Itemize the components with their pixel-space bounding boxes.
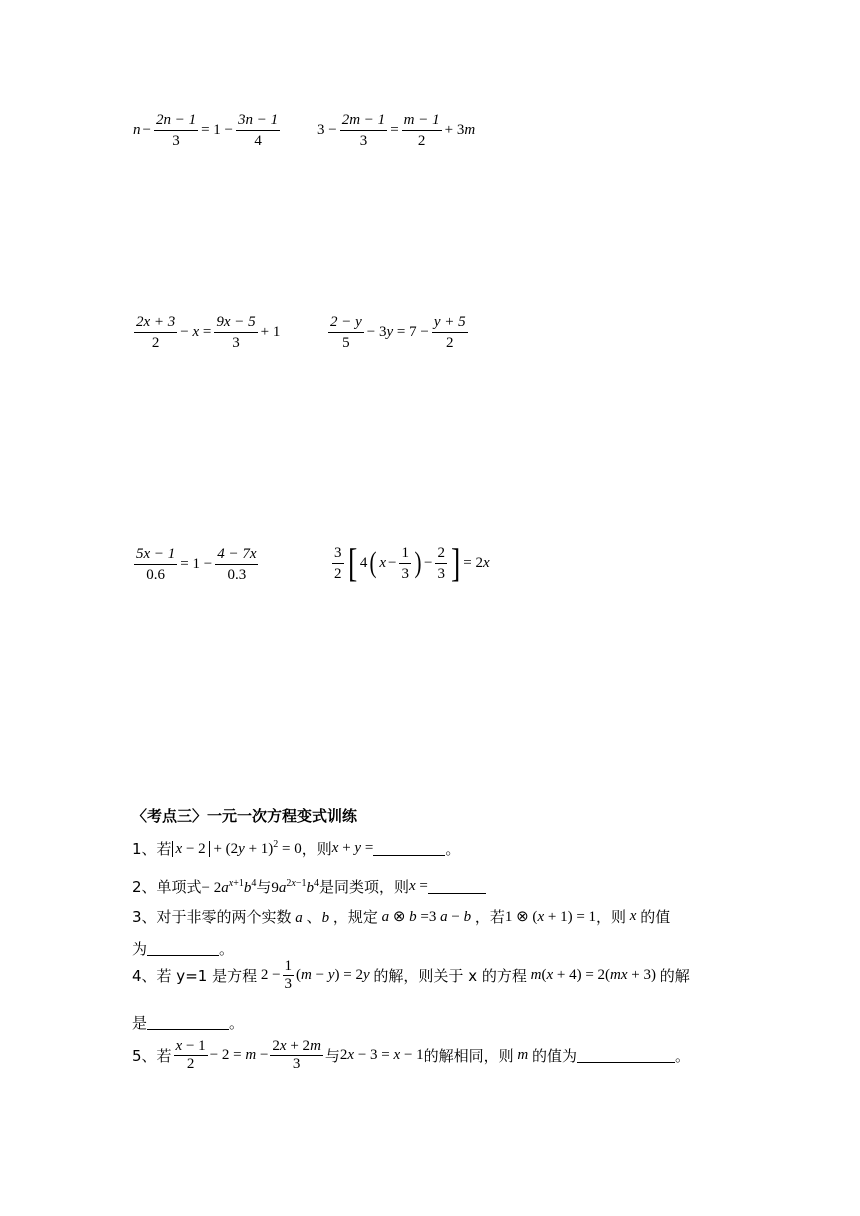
q3-line2-end: 。 <box>219 940 235 958</box>
numerator: 3 <box>332 545 344 564</box>
denominator: 3 <box>359 133 368 149</box>
q3-cond: ，若 <box>474 908 505 926</box>
fraction <box>134 546 177 583</box>
fraction <box>435 545 447 582</box>
denominator: 5 <box>342 335 350 351</box>
q3-line2: 为 <box>132 940 148 958</box>
answer-blank[interactable] <box>373 841 445 856</box>
denominator: 3 <box>437 565 445 582</box>
numerator: y + 5 <box>432 314 468 333</box>
q4-line2-end: 。 <box>229 1014 245 1032</box>
q4-prefix: 4、若 y=1 是方程 <box>132 967 258 985</box>
denominator: 2 <box>445 335 454 351</box>
denominator: 2 <box>417 133 426 149</box>
numerator: 5x − 1 <box>134 546 177 565</box>
equation-6: $\frac{3}{2}$ [ 4 ( x − $\frac{1}{3}$ ) − $\frac{2}{3}$ ] = 2x <box>334 540 490 585</box>
numerator: 2x + 3 <box>134 314 177 333</box>
numerator: 4 − 7x <box>215 546 258 565</box>
q3-tail2: 的值 <box>640 908 671 926</box>
fraction <box>154 112 198 149</box>
fraction <box>332 545 344 582</box>
equation-5: $\frac{5x - 1}{0.6}$ = 1 − $\frac{4 - 7x}{0.3}$ <box>136 546 257 583</box>
q5-tail2: 的值为 <box>532 1047 578 1065</box>
answer-blank[interactable] <box>428 879 486 894</box>
q4-tail: 的解 <box>659 967 690 985</box>
fraction <box>134 314 177 351</box>
numerator: 2n − 1 <box>154 112 198 131</box>
fraction: $\frac{x - 1}{2}$ <box>175 1038 206 1072</box>
q5-prefix: 5、若 <box>132 1047 172 1065</box>
section-title: 〈考点三〉一元一次方程变式训练 <box>132 807 358 825</box>
equation-4: $\frac{2 - y}{5}$ − 3y = 7 − $\frac{y + 5}{2}$ <box>330 314 466 351</box>
q3-tail: ，则 <box>596 908 627 926</box>
numerator: 2 − y <box>328 314 364 333</box>
equation-1: n − $\frac{2n - 1}{3}$ = 1 − $\frac{3n - 1}{4}$ <box>133 112 279 149</box>
denominator: 0.6 <box>146 567 166 583</box>
question-1: 1、若 $x - 2 + (2y + 1)^2 = 0$ ，则 x + y = 。 <box>132 839 461 858</box>
q1-prefix: 1、若 <box>132 840 172 858</box>
denominator: 2 <box>334 565 342 582</box>
fraction <box>399 545 411 582</box>
denominator: 2 <box>151 335 160 351</box>
q4-mid: 的解，则关于 x 的方程 <box>373 967 527 985</box>
q2-mid: 是同类项，则 <box>318 878 409 896</box>
equation-3: $\frac{2x + 3}{2}$ − x = $\frac{9x - 5}{3}$ + 1 <box>136 314 281 351</box>
denominator: 4 <box>254 133 262 149</box>
q3-line1: 3、对于非零的两个实数 <box>132 908 292 926</box>
answer-blank[interactable] <box>577 1048 675 1063</box>
numerator: 2 <box>435 545 447 564</box>
question-5: 5、若 $\frac{x - 1}{2}$ − 2 = m − $\frac{2x + 2m}{3}$ 与 2x − 3 = x − 1 的解相同，则 m 的值为 。 <box>132 1038 691 1072</box>
question-3-line-2 <box>132 938 234 959</box>
q5-end: 。 <box>675 1047 691 1065</box>
fraction <box>328 314 364 351</box>
q2-prefix: 2、单项式 <box>132 878 202 896</box>
equation-2: 3 − $\frac{2m - 1}{3}$ = $\frac{m - 1}{2}$ + 3m <box>317 112 476 149</box>
q1-mid: ，则 <box>301 840 332 858</box>
numerator: 3n − 1 <box>236 112 280 131</box>
fraction <box>402 112 442 149</box>
fraction <box>340 112 387 149</box>
numerator: m − 1 <box>402 112 442 131</box>
denominator: 3 <box>401 565 409 582</box>
q1-suffix: 。 <box>445 840 461 858</box>
fraction <box>215 546 258 583</box>
fraction <box>214 314 257 351</box>
numerator: 9x − 5 <box>214 314 257 333</box>
fraction <box>236 112 280 149</box>
numerator: 2m − 1 <box>340 112 387 131</box>
answer-blank[interactable] <box>147 941 219 956</box>
fraction: $\frac{2x + 2m}{3}$ <box>272 1038 321 1072</box>
numerator: 1 <box>399 545 411 564</box>
question-3-line-1: 3、对于非零的两个实数 a 、b ，规定 a ⊗ b =3 a − b ，若 1 ⊗ (x + 1) = 1 ，则 x 的值 <box>132 908 671 926</box>
question-2: 2、单项式 − $2a^{x+1}b^4$与$9a^{2x-1}b^4$ 是同类项，则 x = <box>132 876 486 897</box>
q5-mid: 与 <box>324 1047 340 1065</box>
answer-blank[interactable] <box>147 1015 229 1030</box>
denominator: 0.3 <box>227 567 247 583</box>
denominator: 3 <box>172 133 180 149</box>
q5-tail: 的解相同，则 <box>423 1047 514 1065</box>
q3-rule: ，规定 <box>332 908 378 926</box>
question-4-line-2 <box>132 1012 244 1033</box>
denominator: 3 <box>232 335 240 351</box>
q4-line2: 是 <box>132 1014 148 1032</box>
fraction: $\frac{1}{3}$ <box>284 958 293 992</box>
question-4-line-1: 4、若 y=1 是方程 2 − $\frac{1}{3}$ (m − y) = 2y 的解，则关于 x 的方程 m(x + 4) = 2(mx + 3) 的解 <box>132 958 690 992</box>
fraction <box>432 314 468 351</box>
